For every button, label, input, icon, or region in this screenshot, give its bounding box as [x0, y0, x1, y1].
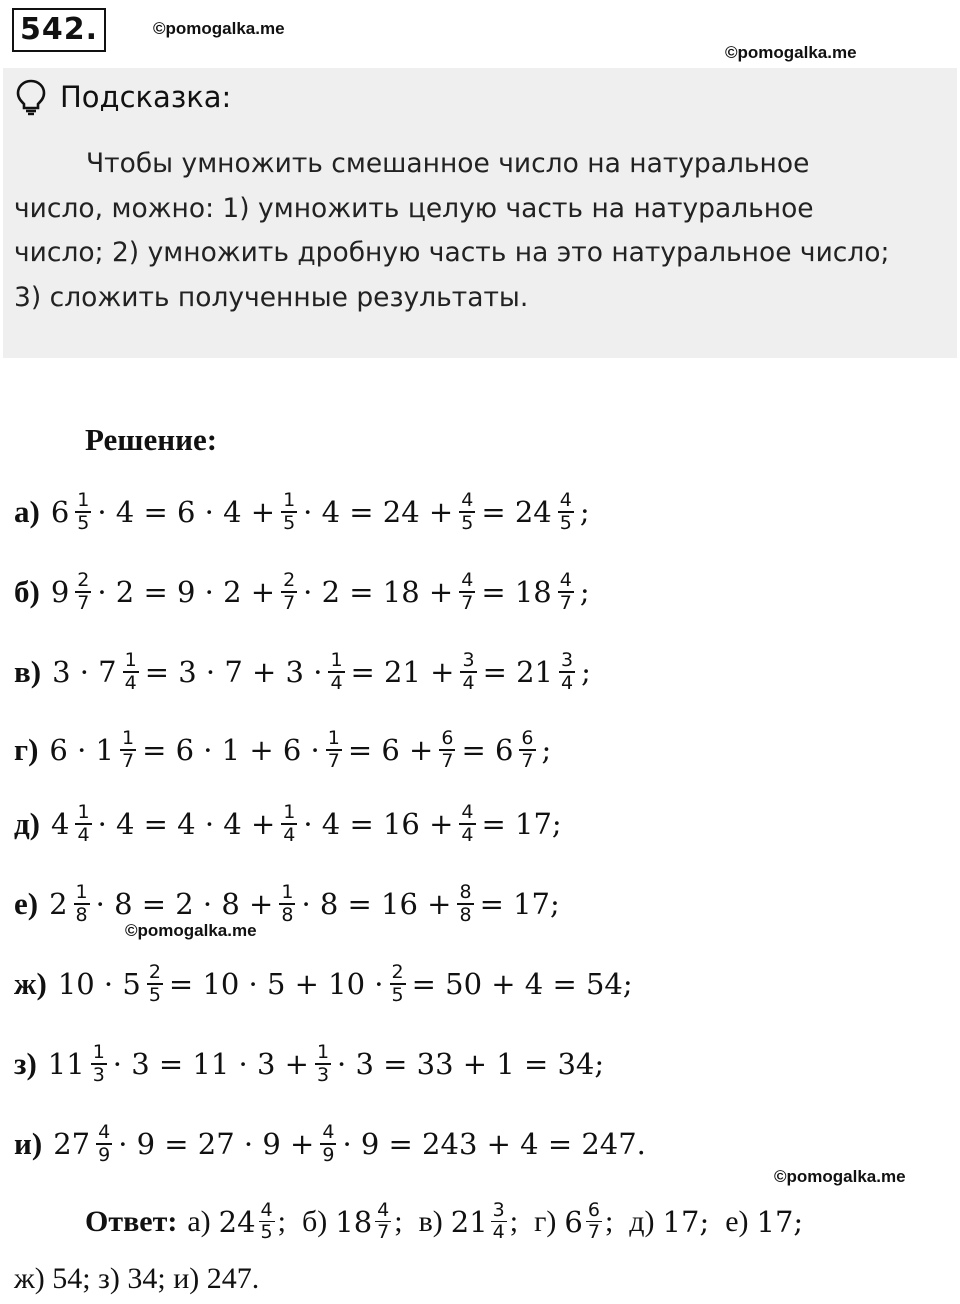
answer-title: Ответ:	[85, 1204, 178, 1238]
fraction	[459, 570, 475, 613]
denominator: 7	[327, 749, 340, 772]
solution-row	[14, 1032, 607, 1096]
math-text: · 4 = 4 · 4 +	[97, 807, 276, 841]
fraction	[559, 650, 575, 693]
math-text: 27	[53, 1127, 91, 1161]
denominator: 5	[148, 983, 161, 1006]
fraction	[375, 1200, 391, 1243]
solution-title: Решение:	[85, 422, 218, 457]
math-text: 2	[49, 887, 68, 921]
fraction	[586, 1200, 602, 1243]
math-text: ;	[581, 655, 591, 689]
fraction	[74, 882, 90, 925]
answer-value: 17;	[756, 1204, 804, 1239]
math-text: · 9 = 27 · 9 +	[118, 1127, 315, 1161]
fraction	[460, 650, 476, 693]
math-text: ;	[579, 495, 590, 529]
exercise-number: 542.	[12, 8, 106, 52]
row-label: з)	[14, 1046, 37, 1081]
denominator: 3	[92, 1063, 105, 1086]
fraction	[326, 728, 342, 771]
numerator: 8	[459, 881, 472, 904]
solution-row	[14, 480, 593, 544]
math-text: 3 · 7	[52, 655, 117, 689]
fraction	[91, 1042, 107, 1085]
numerator: 1	[124, 649, 137, 672]
answer-line-2: ж) 54; з) 34; и) 247.	[14, 1262, 260, 1295]
math-text: = 17;	[479, 887, 560, 921]
numerator: 1	[281, 881, 294, 904]
answer-sep: ;	[509, 1204, 519, 1238]
fraction	[459, 802, 475, 845]
fraction	[147, 962, 163, 1005]
numerator: 3	[462, 649, 475, 672]
fraction	[96, 1122, 112, 1165]
math-text: · 4 = 6 · 4 +	[97, 495, 276, 529]
numerator: 3	[492, 1199, 505, 1221]
answer-item	[187, 1200, 286, 1243]
denominator: 5	[260, 1221, 273, 1244]
numerator: 4	[260, 1199, 273, 1221]
denominator: 4	[283, 823, 296, 846]
denominator: 4	[330, 671, 343, 694]
numerator: 1	[75, 881, 88, 904]
math-text: · 3 = 33 + 1 = 34;	[337, 1047, 605, 1081]
math-text: = 50 + 4 = 54;	[411, 967, 633, 1001]
numerator: 2	[77, 569, 90, 592]
math-text: · 8 = 2 · 8 +	[95, 887, 274, 921]
denominator: 4	[461, 823, 474, 846]
math-text: 4	[51, 807, 70, 841]
denominator: 7	[461, 591, 474, 614]
denominator: 7	[77, 591, 90, 614]
fraction	[459, 490, 475, 533]
solution-row	[14, 1112, 649, 1176]
numerator: 1	[283, 801, 296, 824]
math-text: ;	[541, 733, 552, 767]
solution-row	[14, 560, 593, 624]
lightbulb-icon	[14, 78, 48, 116]
answer-item	[629, 1205, 709, 1239]
math-text: 9	[50, 575, 70, 609]
denominator: 7	[121, 749, 135, 772]
watermark: ©pomogalka.me	[153, 19, 285, 38]
denominator: 7	[441, 749, 454, 772]
numerator: 6	[441, 727, 454, 750]
denominator: 7	[521, 749, 534, 772]
answer-value: 21	[450, 1204, 488, 1239]
numerator: 4	[461, 801, 474, 824]
answer-value: 18	[335, 1204, 373, 1239]
fraction	[328, 650, 344, 693]
math-text: = 24	[481, 495, 552, 529]
numerator: 4	[377, 1199, 390, 1221]
numerator: 1	[330, 649, 343, 672]
numerator: 1	[77, 489, 90, 512]
numerator: 4	[98, 1121, 111, 1144]
denominator: 9	[98, 1143, 111, 1166]
math-text: · 4 = 16 +	[303, 807, 454, 841]
watermark: ©pomogalka.me	[774, 1167, 906, 1186]
solution-row	[14, 792, 565, 856]
solution-row	[14, 872, 563, 936]
answer-sep: ;	[604, 1204, 614, 1238]
math-text: = 21	[482, 655, 553, 689]
fraction	[281, 570, 297, 613]
row-label: и)	[14, 1126, 43, 1161]
hint-title: Подсказка:	[60, 80, 232, 114]
row-label: д)	[14, 806, 41, 841]
numerator: 6	[521, 727, 534, 750]
numerator: 1	[121, 727, 135, 750]
fraction	[120, 728, 136, 771]
fraction	[390, 962, 406, 1005]
fraction	[281, 490, 297, 533]
fraction	[439, 728, 455, 771]
fraction	[519, 728, 535, 771]
math-text: 6 · 1	[49, 733, 114, 767]
denominator: 7	[377, 1221, 390, 1244]
answer-item	[302, 1200, 403, 1243]
answer-sep: ;	[394, 1204, 403, 1238]
math-text: 6	[50, 495, 70, 529]
answer-label: в)	[418, 1204, 443, 1238]
numerator: 4	[461, 569, 474, 592]
solution-row	[14, 640, 594, 704]
fraction	[75, 570, 91, 613]
numerator: 1	[316, 1041, 330, 1064]
denominator: 8	[459, 903, 472, 926]
answer-item	[534, 1200, 613, 1243]
fraction	[315, 1042, 331, 1085]
denominator: 4	[560, 671, 574, 694]
denominator: 9	[322, 1143, 335, 1166]
math-text: · 2 = 9 · 2 +	[97, 575, 276, 609]
denominator: 7	[283, 591, 296, 614]
math-text: · 4 = 24 +	[303, 495, 454, 529]
denominator: 8	[281, 903, 294, 926]
numerator: 2	[283, 569, 296, 592]
numerator: 1	[92, 1041, 105, 1064]
denominator: 4	[492, 1221, 505, 1244]
denominator: 4	[124, 671, 137, 694]
denominator: 4	[77, 823, 90, 846]
math-text: = 6 +	[347, 733, 434, 767]
denominator: 5	[461, 511, 474, 534]
denominator: 3	[316, 1063, 330, 1086]
numerator: 3	[560, 649, 574, 672]
watermark: ©pomogalka.me	[125, 921, 257, 940]
row-label: б)	[14, 574, 40, 609]
denominator: 5	[283, 511, 296, 534]
denominator: 5	[559, 511, 572, 534]
row-label: а)	[14, 494, 40, 529]
numerator: 1	[283, 489, 296, 512]
math-text: = 6 · 1 + 6 ·	[142, 733, 320, 767]
row-label: е)	[14, 886, 39, 921]
numerator: 4	[559, 569, 572, 592]
math-text: = 21 +	[350, 655, 455, 689]
fraction	[320, 1122, 336, 1165]
denominator: 7	[559, 591, 572, 614]
math-text: = 17;	[481, 807, 562, 841]
answer-label: г)	[534, 1204, 557, 1238]
denominator: 7	[587, 1221, 600, 1244]
answer-value: 17;	[662, 1204, 710, 1239]
math-text: 10 · 5	[57, 967, 141, 1001]
math-text: = 6	[461, 733, 514, 767]
answer-sep: ;	[277, 1204, 286, 1238]
denominator: 8	[75, 903, 88, 926]
numerator: 4	[559, 489, 572, 512]
math-text: 11	[47, 1047, 85, 1081]
math-text: · 2 = 18 +	[303, 575, 454, 609]
answer-label: е)	[725, 1204, 749, 1238]
fraction	[123, 650, 139, 693]
numerator: 4	[322, 1121, 335, 1144]
answer-value: 6	[564, 1204, 583, 1239]
watermark: ©pomogalka.me	[725, 43, 857, 62]
numerator: 4	[461, 489, 474, 512]
row-label: г)	[14, 732, 39, 767]
answer-label: б)	[301, 1204, 328, 1238]
numerator: 2	[391, 961, 404, 984]
denominator: 5	[391, 983, 404, 1006]
answer-label: а)	[187, 1204, 211, 1238]
numerator: 1	[327, 727, 340, 750]
fraction	[259, 1200, 275, 1243]
fraction	[491, 1200, 507, 1243]
math-text: · 9 = 243 + 4 = 247.	[342, 1127, 646, 1161]
solution-row	[14, 952, 636, 1016]
math-text: · 8 = 16 +	[301, 887, 452, 921]
fraction	[281, 802, 297, 845]
fraction	[75, 490, 91, 533]
answer-line	[85, 1200, 819, 1243]
numerator: 2	[148, 961, 161, 984]
fraction	[558, 570, 574, 613]
fraction	[558, 490, 574, 533]
fraction	[75, 802, 91, 845]
fraction	[457, 882, 473, 925]
denominator: 5	[77, 511, 90, 534]
row-label: ж)	[14, 966, 47, 1001]
math-text: = 10 · 5 + 10 ·	[168, 967, 384, 1001]
answer-value: 24	[218, 1204, 256, 1239]
answer-label: д)	[629, 1204, 655, 1238]
row-label: в)	[14, 654, 42, 689]
fraction	[279, 882, 295, 925]
solution-row	[14, 718, 554, 782]
answer-item	[725, 1205, 803, 1239]
math-text: = 18	[481, 575, 552, 609]
answer-item	[419, 1200, 519, 1243]
numerator: 6	[587, 1199, 600, 1221]
math-text: · 3 = 11 · 3 +	[112, 1047, 309, 1081]
denominator: 4	[462, 671, 475, 694]
math-text: = 3 · 7 + 3 ·	[144, 655, 323, 689]
numerator: 1	[77, 801, 90, 824]
hint-text: Чтобы умножить смешанное число на натуральное число, можно: 1) умножить целую часть на натуральное число; 2) умножить дробную часть на это натуральное число; 3) сложить полученные результаты.	[14, 148, 890, 313]
math-text: ;	[579, 575, 590, 609]
